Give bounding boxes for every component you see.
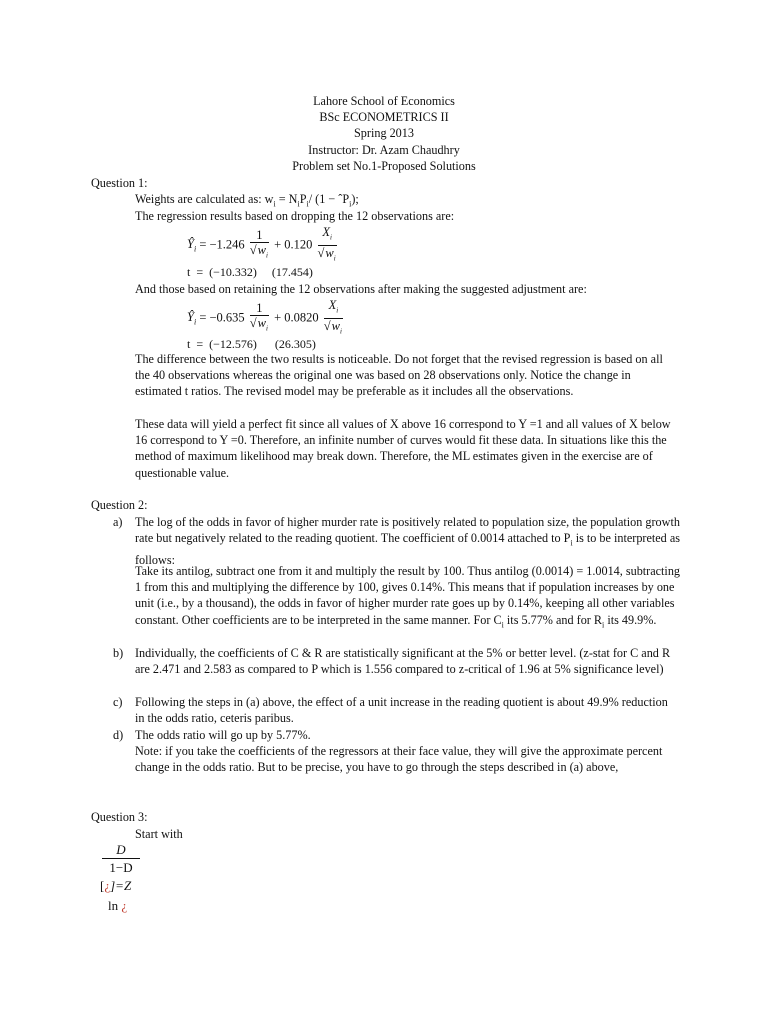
t-ratios-2: t = (−12.576) (26.305) bbox=[187, 337, 316, 351]
item-d-note: Note: if you take the coefficients of the regressors at their face value, they will give the approximate percent change in the odds ratio. But to be precise, you have to go through the steps described in (a) above, bbox=[135, 744, 663, 775]
q1-paragraph-perfect-fit: These data will yield a perfect fit since all values of X above 16 correspond to Y =1 and all values of X below 16 correspond to Y =0. Therefore, an infinite number of curves would fit these data. In situations like this the method of maximum likelihood may break down. Therefore, the ML estimates given in the exercise are of questionable value. bbox=[135, 417, 671, 480]
document-title: Problem set No.1-Proposed Solutions bbox=[292, 158, 476, 173]
weights-line: Weights are calculated as: $w_i = N_iP_i/$ (1 − ˆP$_i$); bbox=[135, 192, 359, 209]
dropping-observations-text: The regression results based on dropping the 12 observations are: bbox=[135, 209, 455, 223]
school-name: Lahore School of Economics bbox=[313, 94, 455, 108]
document-header bbox=[0, 93, 768, 174]
regression-equation-1: $Ŷ_i = -1.246$ $\frac{1}{√w_i}$ + 0.120 $\frac{X_i}{√w_i}$ bbox=[187, 225, 336, 262]
question-3-title: Question 3: bbox=[91, 810, 148, 824]
retaining-observations-text: And those based on retaining the 12 observations after making the suggested adjustment are: bbox=[135, 282, 587, 296]
t-ratios-1: t = (−10.332) (17.454) bbox=[187, 265, 313, 279]
item-c-label: c) bbox=[113, 695, 123, 709]
odds-fraction: D 1−D bbox=[102, 842, 140, 876]
course-name: BSc ECONOMETRICS II bbox=[319, 110, 449, 125]
weights-formula: $w_i = N_iP_i/$ (1 − ˆP$_i$); bbox=[264, 192, 359, 209]
item-a-interpretation: Take its antilog, subtract one from it and multiply the result by 100. Thus antilog (0.0014) = 1.0014, subtracting 1 from this and multiplying the difference by 100, gives 0.14%. This means that if population increases by one unit (i.e., by a thousand), the odds in favor of higher murder rate goes up by 0.14%, keeping all other variables constant. Other coefficients are to be interpreted in the same manner. For $C_i$ its 5.77% and for $R_i$ its 49.9%. bbox=[135, 564, 681, 630]
item-d-text: The odds ratio will go up by 5.77%. bbox=[135, 728, 311, 742]
q1-paragraph-difference: The difference between the two results is noticeable. Do not forget that the revised regression is based on all the 40 observations whereas the original one was based on 28 observations only. Notice the change in estimated t ratios. The revised model may be preferable as it includes all the observations. bbox=[135, 352, 663, 399]
item-d-label: d) bbox=[113, 728, 124, 742]
regression-equation-2: $Ŷ_i = -0.635$ $\frac{1}{√w_i}$ + 0.0820 $\frac{X_i}{√w_i}$ bbox=[187, 298, 342, 335]
bracket-expression: [¿]=Z bbox=[100, 878, 132, 893]
item-a-text: The log of the odds in favor of higher murder rate is positively related to population size, the population growth rate but negatively related to the reading quotient. The coefficient of 0.0014 attached to $P_i$ is to be interpreted as follows: bbox=[135, 515, 680, 567]
item-b-text: Individually, the coefficients of C & R are statistically significant at the 5% or better level. (z-stat for C and R are 2.471 and 2.583 as compared to P which is 1.556 compared to z-critical of 1.96 at 5% significance level) bbox=[135, 646, 671, 677]
question-1-title: Question 1: bbox=[91, 176, 148, 190]
ln-expression: ln ¿ bbox=[108, 898, 128, 913]
item-a-label: a) bbox=[113, 515, 123, 529]
semester: Spring 2013 bbox=[354, 126, 414, 141]
question-2-title: Question 2: bbox=[91, 498, 148, 512]
item-c-text: Following the steps in (a) above, the effect of a unit increase in the reading quotient is about 49.9% reduction in the odds ratio, ceteris paribus. bbox=[135, 695, 668, 726]
instructor: Instructor: Dr. Azam Chaudhry bbox=[308, 142, 460, 157]
start-with-text: Start with bbox=[135, 827, 183, 841]
item-b-label: b) bbox=[113, 646, 124, 660]
